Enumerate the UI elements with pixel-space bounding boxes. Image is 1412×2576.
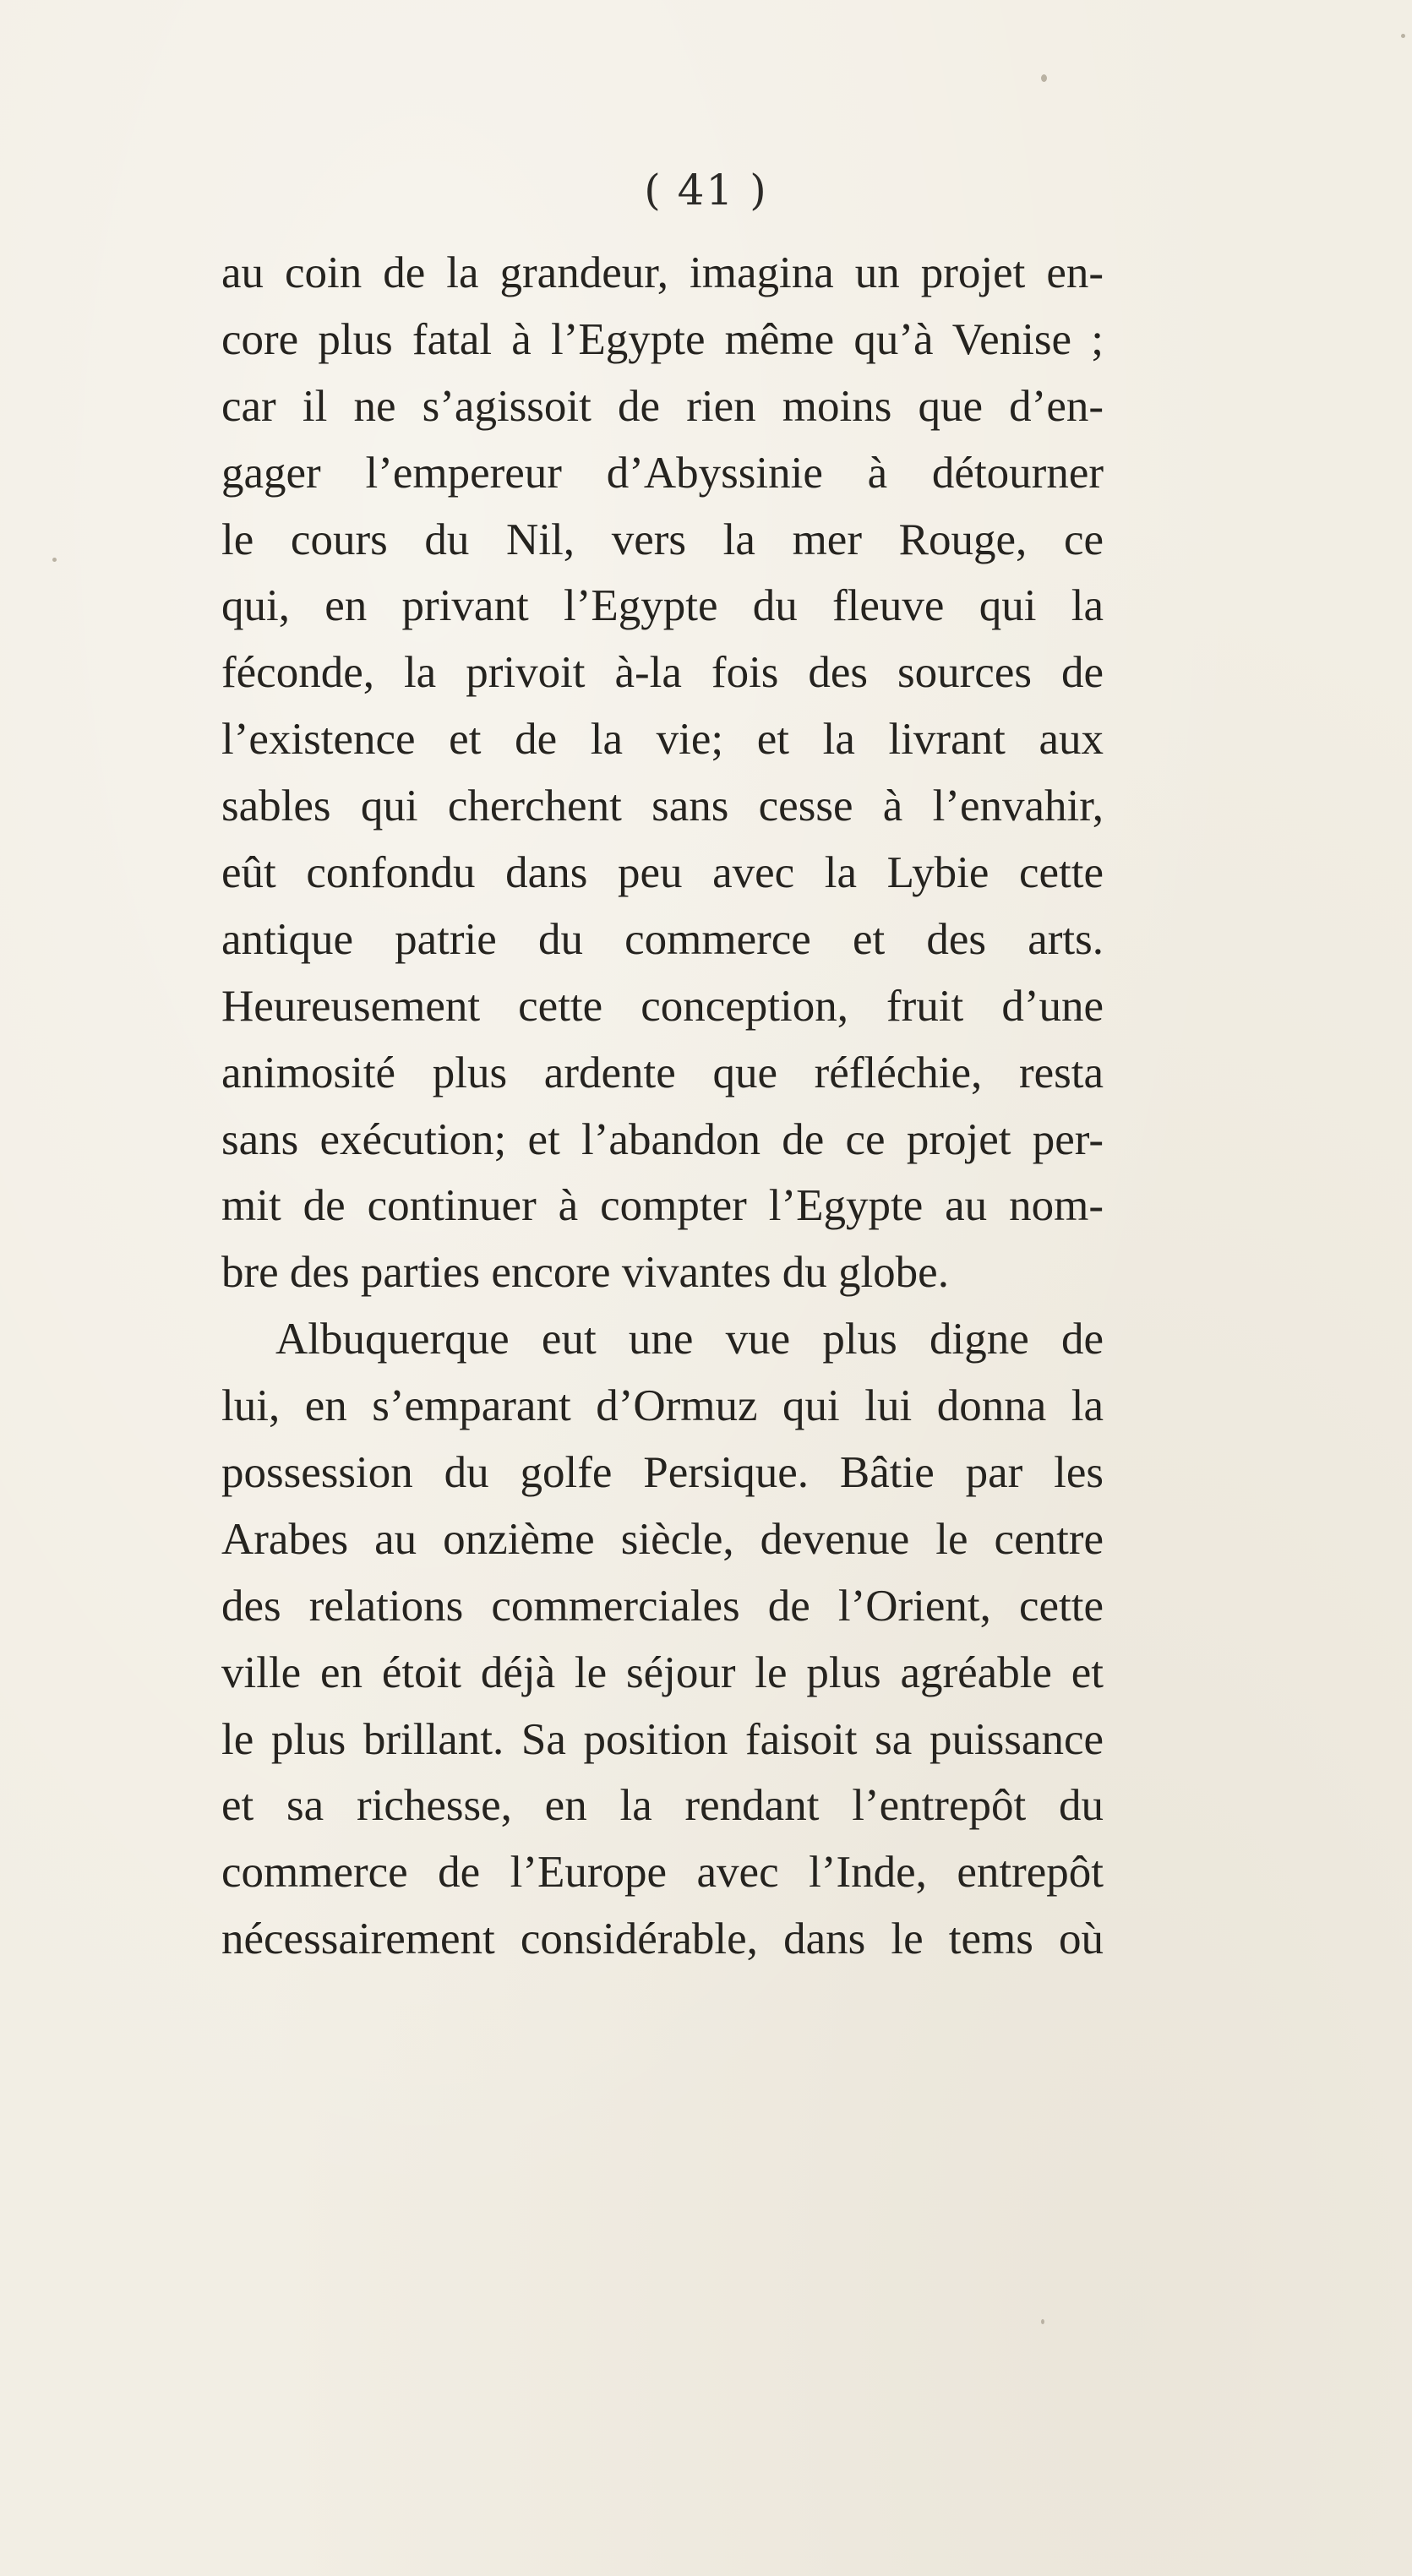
paper-speck [1041, 2319, 1044, 2324]
paper-speck [1041, 74, 1047, 82]
text-line: commerce de l’Europe avec l’Inde, entrepôt [221, 1848, 1104, 1898]
text-line: Heureusement cette conception, fruit d’une [221, 981, 1104, 1031]
page-number: ( 41 ) [644, 166, 768, 215]
text-line: qui, en privant l’Egypte du fleuve qui la [221, 581, 1104, 631]
text-line: core plus fatal à l’Egypte même qu’à Venise ; [221, 314, 1104, 364]
text-line: l’existence et de la vie; et la livrant aux [221, 715, 1104, 765]
text-line: ville en étoit déjà le séjour le plus agréable et [221, 1647, 1104, 1697]
paper-speck [1401, 34, 1405, 38]
text-line: antique patrie du commerce et des arts. [221, 914, 1104, 964]
text-line: Albuquerque eut une vue plus digne de [275, 1315, 1104, 1364]
text-line: le plus brillant. Sa position faisoit sa puissance [221, 1714, 1104, 1764]
text-line: gager l’empereur d’Abyssinie à détourner [221, 448, 1104, 498]
text-line: animosité plus ardente que réfléchie, resta [221, 1048, 1104, 1097]
text-line: eût confondu dans peu avec la Lybie cette [221, 848, 1104, 898]
body-text [221, 240, 1104, 1973]
text-line: sans exécution; et l’abandon de ce projet per- [221, 1114, 1104, 1164]
text-line: le cours du Nil, vers la mer Rouge, ce [221, 515, 1104, 564]
text-line: possession du golfe Persique. Bâtie par les [221, 1448, 1104, 1498]
text-line: et sa richesse, en la rendant l’entrepôt du [221, 1781, 1104, 1831]
text-line: sables qui cherchent sans cesse à l’envahir, [221, 782, 1104, 831]
text-line: lui, en s’emparant d’Ormuz qui lui donna la [221, 1381, 1104, 1431]
text-line: nécessairement considérable, dans le tems où [221, 1914, 1104, 1964]
text-line: mit de continuer à compter l’Egypte au nom- [221, 1181, 1104, 1231]
text-line: car il ne s’agissoit de rien moins que d’en- [221, 381, 1104, 431]
text-line: des relations commerciales de l’Orient, cette [221, 1581, 1104, 1631]
text-line: bre des parties encore vivantes du globe. [221, 1248, 949, 1298]
paper-speck [52, 558, 57, 562]
text-line: au coin de la grandeur, imagina un projet en- [221, 248, 1104, 297]
text-line: Arabes au onzième siècle, devenue le centre [221, 1514, 1104, 1564]
text-line: féconde, la privoit à-la fois des sources de [221, 648, 1104, 698]
